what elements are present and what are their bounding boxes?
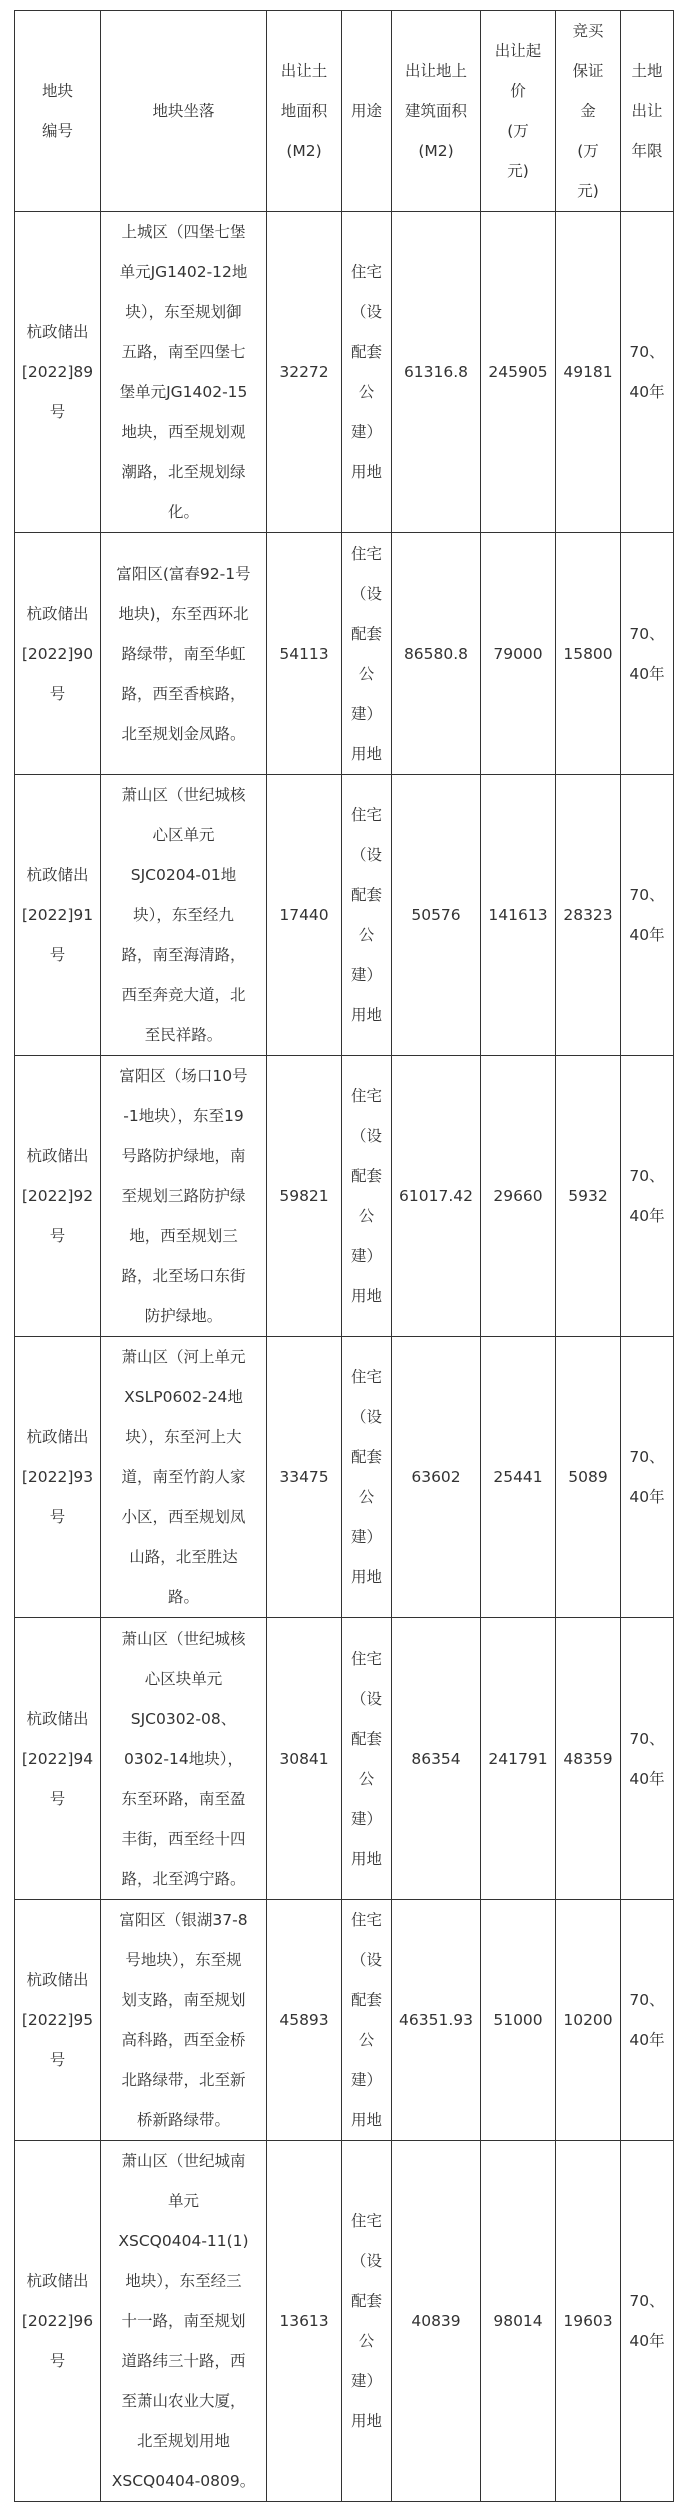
location-cell-line: SJC0302-08、 xyxy=(130,1709,237,1728)
location-cell-line: 西至奔竞大道，北 xyxy=(121,986,246,1004)
parcel-id-cell-line: [2022]94 xyxy=(21,1749,94,1768)
location-cell-line: 萧山区（世纪城南 xyxy=(121,2152,246,2170)
header-line: 金 xyxy=(580,102,596,120)
parcel-id-cell-line: 杭政储出 xyxy=(26,1709,89,1728)
header-line: 出让地上 xyxy=(404,62,467,80)
header-land-area xyxy=(267,11,342,212)
term-cell-line: 70、 xyxy=(629,1991,665,2009)
header-line: 建筑面积 xyxy=(404,102,467,120)
deposit-cell: 49181 xyxy=(556,212,621,533)
header-line: 地块 xyxy=(41,82,73,100)
location-cell-line: 十一路，南至规划 xyxy=(121,2312,246,2330)
use-cell-line: （设 xyxy=(350,303,382,321)
deposit-cell: 5089 xyxy=(556,1337,621,1618)
land-parcel-table xyxy=(14,10,674,2502)
term-cell-line: 70、 xyxy=(629,2292,665,2310)
location-cell xyxy=(101,1618,267,1900)
land-area-cell: 32272 xyxy=(267,212,342,533)
header-line: 保证 xyxy=(572,62,604,80)
use-cell-line: 住宅 xyxy=(350,806,382,824)
parcel-id-cell xyxy=(15,1337,101,1618)
use-cell xyxy=(342,212,392,533)
term-cell xyxy=(621,212,674,533)
location-cell-line: 块），东至经九 xyxy=(133,906,234,924)
use-cell-line: 公 xyxy=(358,664,375,683)
location-cell xyxy=(101,2141,267,2502)
location-cell-line: 道路纬三十路，西 xyxy=(121,2352,246,2370)
use-cell-line: 建） xyxy=(350,1528,382,1546)
use-cell-line: 用地 xyxy=(350,1287,382,1305)
location-cell-line: 号路防护绿地，南 xyxy=(121,1147,246,1165)
use-cell-line: 用地 xyxy=(350,1849,382,1868)
location-cell-line: XSCQ0404-0809。 xyxy=(111,2472,256,2490)
use-cell-line: 建） xyxy=(350,2372,382,2390)
use-cell-line: 建） xyxy=(350,704,382,723)
table-row xyxy=(15,533,674,775)
term-cell-line: 40年 xyxy=(629,1207,665,1225)
parcel-id-cell-line: 号 xyxy=(49,2051,66,2069)
header-deposit xyxy=(556,11,621,212)
location-cell-line: 东至环路，南至盈 xyxy=(121,1789,246,1808)
header-line: 用途 xyxy=(350,102,382,120)
use-cell-line: 住宅 xyxy=(350,1911,382,1929)
location-cell-line: 潮路，北至规划绿 xyxy=(121,463,246,481)
use-cell-line: 建） xyxy=(350,1809,382,1828)
use-cell-line: 配套 xyxy=(350,1991,382,2009)
parcel-id-cell-line: 号 xyxy=(49,946,66,964)
location-cell-line: 单元JG1402-12地 xyxy=(119,263,248,281)
start-price-cell: 245905 xyxy=(481,212,556,533)
deposit-cell: 5932 xyxy=(556,1056,621,1337)
parcel-id-cell-line: 号 xyxy=(49,684,66,703)
table-body xyxy=(15,212,674,2502)
parcel-id-cell-line: 号 xyxy=(49,1789,66,1808)
parcel-id-cell xyxy=(15,1618,101,1900)
use-cell-line: 建） xyxy=(350,1247,382,1265)
use-cell-line: 配套 xyxy=(350,1167,382,1185)
use-cell xyxy=(342,1900,392,2141)
table-row xyxy=(15,1337,674,1618)
deposit-cell: 28323 xyxy=(556,775,621,1056)
use-cell-line: 配套 xyxy=(350,343,382,361)
deposit-cell: 10200 xyxy=(556,1900,621,2141)
use-cell xyxy=(342,1056,392,1337)
use-cell-line: 用地 xyxy=(350,2412,382,2430)
location-cell-line: 路。 xyxy=(167,1588,199,1606)
use-cell-line: 建） xyxy=(350,423,382,441)
location-cell-line: 路，北至鸿宁路。 xyxy=(121,1869,246,1888)
parcel-id-cell-line: 号 xyxy=(49,403,66,421)
location-cell-line: 至萧山农业大厦， xyxy=(121,2392,246,2410)
location-cell-line: 道，南至竹韵人家 xyxy=(121,1468,246,1486)
header-line: (万 xyxy=(507,122,529,140)
location-cell-line: 划支路，南至规划 xyxy=(121,1991,246,2009)
location-cell xyxy=(101,212,267,533)
use-cell-line: （设 xyxy=(350,2252,382,2270)
use-cell-line: 公 xyxy=(358,1769,375,1788)
location-cell-line: 上城区（四堡七堡 xyxy=(121,223,246,241)
parcel-id-cell-line: [2022]91 xyxy=(21,906,94,924)
term-cell-line: 40年 xyxy=(629,2332,665,2350)
use-cell-line: 公 xyxy=(358,383,375,401)
location-cell-line: 块），东至河上大 xyxy=(125,1428,242,1446)
land-area-cell: 13613 xyxy=(267,2141,342,2502)
parcel-id-cell-line: [2022]96 xyxy=(21,2312,94,2330)
parcel-id-cell-line: 号 xyxy=(49,2352,66,2370)
header-line: 元) xyxy=(577,182,599,200)
location-cell-line: 路，西至香槟路， xyxy=(121,684,246,703)
header-line: (M2) xyxy=(286,142,322,160)
deposit-cell: 19603 xyxy=(556,2141,621,2502)
header-parcel-id xyxy=(15,11,101,212)
location-cell-line: SJC0204-01地 xyxy=(130,866,237,884)
location-cell-line: 路绿带，南至华虹 xyxy=(121,644,246,663)
table-row xyxy=(15,1618,674,1900)
start-price-cell: 25441 xyxy=(481,1337,556,1618)
parcel-id-cell xyxy=(15,2141,101,2502)
use-cell-line: 配套 xyxy=(350,1729,382,1748)
location-cell-line: XSLP0602-24地 xyxy=(124,1388,243,1406)
use-cell xyxy=(342,1618,392,1900)
term-cell-line: 70、 xyxy=(629,624,665,643)
floor-area-cell: 50576 xyxy=(392,775,481,1056)
use-cell-line: 配套 xyxy=(350,886,382,904)
header-line: 出让 xyxy=(631,102,663,120)
use-cell-line: 用地 xyxy=(350,463,382,481)
use-cell-line: 用地 xyxy=(350,1006,382,1024)
land-area-cell: 59821 xyxy=(267,1056,342,1337)
header-start-price xyxy=(481,11,556,212)
header-line: (万 xyxy=(577,142,599,160)
table-row xyxy=(15,2141,674,2502)
location-cell xyxy=(101,1337,267,1618)
term-cell-line: 40年 xyxy=(629,383,665,401)
location-cell xyxy=(101,1056,267,1337)
location-cell-line: 0302-14地块）， xyxy=(123,1749,243,1768)
use-cell-line: 住宅 xyxy=(350,1087,382,1105)
term-cell-line: 70、 xyxy=(629,886,665,904)
parcel-id-cell xyxy=(15,212,101,533)
table-row xyxy=(15,212,674,533)
use-cell-line: （设 xyxy=(350,1689,382,1708)
floor-area-cell: 46351.93 xyxy=(392,1900,481,2141)
floor-area-cell: 61017.42 xyxy=(392,1056,481,1337)
parcel-id-cell-line: 杭政储出 xyxy=(26,604,89,623)
parcel-id-cell xyxy=(15,533,101,775)
location-cell-line: 山路，北至胜达 xyxy=(129,1548,238,1566)
parcel-id-cell xyxy=(15,1900,101,2141)
term-cell xyxy=(621,2141,674,2502)
use-cell-line: 公 xyxy=(358,2332,375,2350)
parcel-id-cell-line: 杭政储出 xyxy=(26,1971,89,1989)
use-cell-line: 住宅 xyxy=(350,1649,382,1668)
location-cell-line: 富阳区（银湖37-8 xyxy=(119,1911,248,1929)
use-cell-line: 公 xyxy=(358,926,375,944)
header-line: 出让土 xyxy=(280,62,328,80)
term-cell-line: 40年 xyxy=(629,664,665,683)
location-cell-line: 五路，南至四堡七 xyxy=(121,343,246,361)
use-cell xyxy=(342,533,392,775)
parcel-id-cell-line: 杭政储出 xyxy=(26,2272,89,2290)
table-row xyxy=(15,775,674,1056)
use-cell-line: （设 xyxy=(350,1127,382,1145)
location-cell-line: 块），东至规划御 xyxy=(125,303,242,321)
use-cell-line: 建） xyxy=(350,2071,382,2089)
header-line: 编号 xyxy=(41,122,73,140)
start-price-cell: 141613 xyxy=(481,775,556,1056)
deposit-cell: 48359 xyxy=(556,1618,621,1900)
use-cell-line: 用地 xyxy=(350,744,382,763)
use-cell-line: （设 xyxy=(350,1951,382,1969)
start-price-cell: 79000 xyxy=(481,533,556,775)
location-cell-line: 堡单元JG1402-15 xyxy=(119,383,248,401)
location-cell-line: 桥新路绿带。 xyxy=(136,2111,230,2129)
use-cell-line: 建） xyxy=(350,966,382,984)
location-cell-line: 地，西至规划三 xyxy=(129,1227,238,1245)
parcel-id-cell-line: 杭政储出 xyxy=(26,323,89,341)
location-cell-line: XSCQ0404-11(1) xyxy=(118,2232,249,2250)
location-cell-line: 心区块单元 xyxy=(144,1669,223,1688)
location-cell-line: 小区，西至规划凤 xyxy=(121,1508,246,1526)
parcel-id-cell-line: 杭政储出 xyxy=(26,866,89,884)
parcel-id-cell xyxy=(15,1056,101,1337)
start-price-cell: 51000 xyxy=(481,1900,556,2141)
location-cell-line: 号地块），东至规 xyxy=(125,1951,242,1969)
floor-area-cell: 86354 xyxy=(392,1618,481,1900)
header-floor-area xyxy=(392,11,481,212)
location-cell-line: 萧山区（世纪城核 xyxy=(121,1629,246,1648)
parcel-id-cell-line: [2022]92 xyxy=(21,1187,94,1205)
use-cell-line: 住宅 xyxy=(350,2212,382,2230)
floor-area-cell: 86580.8 xyxy=(392,533,481,775)
start-price-cell: 29660 xyxy=(481,1056,556,1337)
parcel-id-cell xyxy=(15,775,101,1056)
use-cell-line: 住宅 xyxy=(350,1368,382,1386)
location-cell-line: 至民祥路。 xyxy=(144,1026,223,1044)
use-cell xyxy=(342,1337,392,1618)
location-cell-line: 丰街，西至经十四 xyxy=(121,1829,246,1848)
use-cell-line: 配套 xyxy=(350,624,382,643)
location-cell xyxy=(101,1900,267,2141)
location-cell-line: 至规划三路防护绿 xyxy=(121,1187,246,1205)
location-cell xyxy=(101,533,267,775)
location-cell-line: 路，北至场口东街 xyxy=(121,1267,246,1285)
term-cell-line: 40年 xyxy=(629,1769,665,1788)
location-cell-line: 北路绿带，北至新 xyxy=(121,2071,246,2089)
term-cell xyxy=(621,1056,674,1337)
location-cell-line: 萧山区（河上单元 xyxy=(121,1348,246,1366)
use-cell-line: （设 xyxy=(350,846,382,864)
term-cell xyxy=(621,1337,674,1618)
floor-area-cell: 61316.8 xyxy=(392,212,481,533)
header-line: (M2) xyxy=(418,142,454,160)
term-cell xyxy=(621,1900,674,2141)
location-cell-line: 化。 xyxy=(167,503,199,521)
land-area-cell: 54113 xyxy=(267,533,342,775)
location-cell-line: 萧山区（世纪城核 xyxy=(121,786,246,804)
location-cell-line: 北至规划金凤路。 xyxy=(121,724,246,743)
parcel-id-cell-line: [2022]95 xyxy=(21,2011,94,2029)
header-line: 元) xyxy=(507,162,529,180)
use-cell-line: 用地 xyxy=(350,2111,382,2129)
header-line: 竞买 xyxy=(572,22,604,40)
location-cell-line: 地块)，东至西环北 xyxy=(118,604,249,623)
header-line: 价 xyxy=(510,82,526,100)
header-term xyxy=(621,11,674,212)
term-cell-line: 40年 xyxy=(629,1488,665,1506)
header-line: 地面积 xyxy=(280,102,328,120)
parcel-id-cell-line: 杭政储出 xyxy=(26,1428,89,1446)
parcel-id-cell-line: 号 xyxy=(49,1227,66,1245)
location-cell-line: 路，南至海清路， xyxy=(121,946,246,964)
header-use xyxy=(342,11,392,212)
use-cell xyxy=(342,775,392,1056)
use-cell-line: （设 xyxy=(350,1408,382,1426)
use-cell-line: 住宅 xyxy=(350,544,382,563)
header-line: 出让起 xyxy=(494,42,542,60)
parcel-id-cell-line: [2022]89 xyxy=(21,363,94,381)
term-cell-line: 40年 xyxy=(629,2031,665,2049)
use-cell-line: 公 xyxy=(358,2031,375,2049)
location-cell xyxy=(101,775,267,1056)
land-area-cell: 17440 xyxy=(267,775,342,1056)
term-cell xyxy=(621,775,674,1056)
location-cell-line: 地块，西至规划观 xyxy=(121,423,246,441)
location-cell-line: 地块），东至经三 xyxy=(125,2272,242,2290)
header-line: 地块坐落 xyxy=(152,102,215,120)
header-line: 年限 xyxy=(631,142,663,160)
location-cell-line: 心区单元 xyxy=(152,826,215,844)
land-area-cell: 33475 xyxy=(267,1337,342,1618)
use-cell-line: 配套 xyxy=(350,2292,382,2310)
header-row xyxy=(15,11,674,212)
parcel-id-cell-line: 杭政储出 xyxy=(26,1147,89,1165)
land-area-cell: 30841 xyxy=(267,1618,342,1900)
location-cell-line: 防护绿地。 xyxy=(144,1307,223,1325)
start-price-cell: 98014 xyxy=(481,2141,556,2502)
header-line: 土地 xyxy=(631,62,663,80)
term-cell xyxy=(621,1618,674,1900)
location-cell-line: -1地块），东至19 xyxy=(123,1107,244,1125)
location-cell-line: 北至规划用地 xyxy=(136,2432,230,2450)
floor-area-cell: 63602 xyxy=(392,1337,481,1618)
location-cell-line: 富阳区（场口10号 xyxy=(119,1067,248,1085)
term-cell xyxy=(621,533,674,775)
term-cell-line: 70、 xyxy=(629,1729,665,1748)
location-cell-line: 单元 xyxy=(167,2192,199,2210)
term-cell-line: 70、 xyxy=(629,1448,665,1466)
use-cell-line: （设 xyxy=(350,584,382,603)
use-cell-line: 住宅 xyxy=(350,263,382,281)
term-cell-line: 40年 xyxy=(629,926,665,944)
parcel-id-cell-line: 号 xyxy=(49,1508,66,1526)
use-cell-line: 公 xyxy=(358,1488,375,1506)
use-cell-line: 公 xyxy=(358,1207,375,1225)
use-cell-line: 用地 xyxy=(350,1568,382,1586)
floor-area-cell: 40839 xyxy=(392,2141,481,2502)
table-row xyxy=(15,1056,674,1337)
parcel-id-cell-line: [2022]90 xyxy=(21,644,94,663)
term-cell-line: 70、 xyxy=(629,1167,665,1185)
term-cell-line: 70、 xyxy=(629,343,665,361)
deposit-cell: 15800 xyxy=(556,533,621,775)
location-cell-line: 富阳区(富春92-1号 xyxy=(116,564,251,583)
start-price-cell: 241791 xyxy=(481,1618,556,1900)
parcel-id-cell-line: [2022]93 xyxy=(21,1468,94,1486)
location-cell-line: 高科路，西至金桥 xyxy=(121,2031,246,2049)
use-cell xyxy=(342,2141,392,2502)
land-area-cell: 45893 xyxy=(267,1900,342,2141)
table-row xyxy=(15,1900,674,2141)
use-cell-line: 配套 xyxy=(350,1448,382,1466)
header-location xyxy=(101,11,267,212)
